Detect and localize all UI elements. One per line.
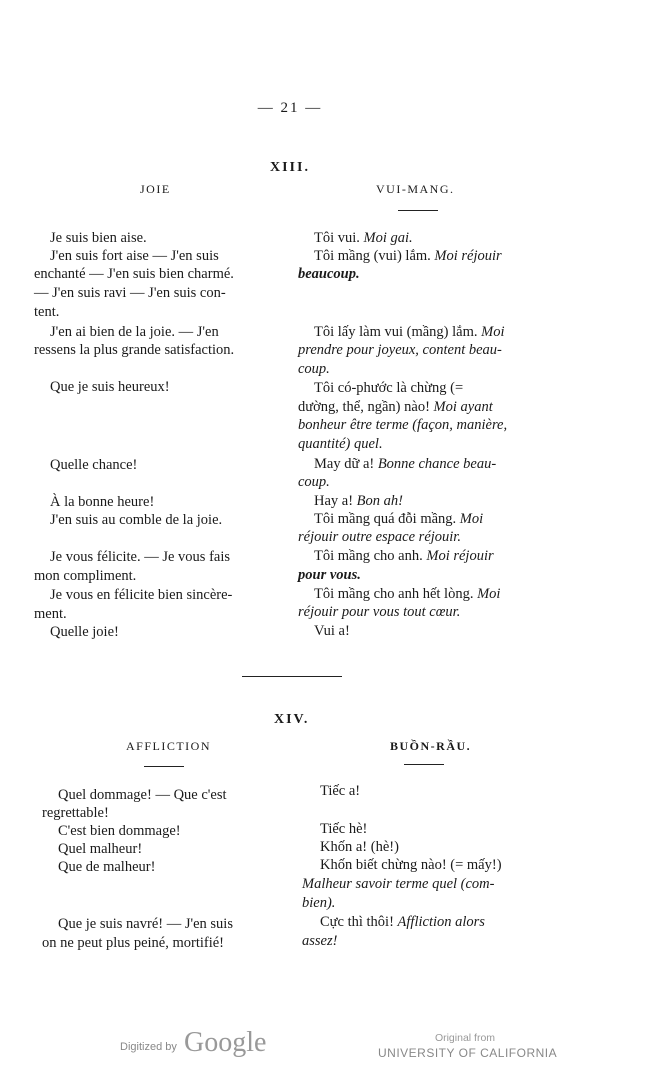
vietnamese-line: Malheur savoir terme quel (com- xyxy=(302,876,495,892)
vietnamese-line: beaucoup. xyxy=(298,266,360,282)
french-line: J'en ai bien de la joie. — J'en xyxy=(50,324,219,340)
vietnamese-line: Vui a! xyxy=(314,623,350,639)
french-column-title: AFFLICTION xyxy=(126,739,212,753)
section-number: XIV. xyxy=(274,712,310,727)
vietnamese-line: Khốn a! (hè!) xyxy=(320,839,399,855)
vietnamese-column-title: BUỒN-RẦU. xyxy=(390,739,472,753)
title-underline xyxy=(404,764,444,765)
vietnamese-line: May dữ a! Bonne chance beau- xyxy=(314,456,497,472)
french-line: À la bonne heure! xyxy=(50,494,155,510)
vietnamese-line: assez! xyxy=(302,933,338,949)
french-line: J'en suis au comble de la joie. xyxy=(50,512,223,528)
french-line: Que je suis navré! — J'en suis xyxy=(58,916,233,932)
vietnamese-line: Tiếc hè! xyxy=(320,821,368,837)
vietnamese-line: Tôi lấy làm vui (mầng) lắm. Moi xyxy=(314,324,505,340)
title-underline xyxy=(398,210,438,211)
vietnamese-line: coup. xyxy=(298,474,330,490)
vietnamese-line: Khốn biết chừng nào! (= mấy!) xyxy=(320,857,502,873)
vietnamese-line: dường, thể, ngần) nào! Moi ayant xyxy=(298,399,493,415)
vietnamese-line: Tôi mầng (vui) lắm. Moi réjouir xyxy=(314,248,502,264)
vietnamese-line: bien). xyxy=(302,895,336,911)
french-line: ment. xyxy=(34,606,67,622)
vietnamese-line: Tôi mầng quá đỗi mầng. Moi xyxy=(314,511,484,527)
french-line: Quelle chance! xyxy=(50,457,138,473)
original-from-label: Original from xyxy=(434,1032,496,1044)
french-line: Je vous en félicite bien sincère- xyxy=(50,587,233,603)
vietnamese-line: bonheur être terme (façon, manière, xyxy=(298,417,508,433)
google-logo: Google xyxy=(184,1027,267,1058)
french-line: enchanté — J'en suis bien charmé. xyxy=(34,266,234,282)
vietnamese-line: Tôi mầng cho anh hết lòng. Moi xyxy=(314,586,501,602)
vietnamese-line: réjouir pour vous tout cœur. xyxy=(298,604,461,620)
vietnamese-line: Hay a! Bon ah! xyxy=(314,493,403,509)
vietnamese-line: réjouir outre espace réjouir. xyxy=(298,529,461,545)
french-line: — J'en suis ravi — J'en suis con- xyxy=(34,285,226,301)
title-underline xyxy=(144,766,184,767)
french-line: C'est bien dommage! xyxy=(58,823,181,839)
french-line: on ne peut plus peiné, mortifié! xyxy=(42,935,225,951)
french-line: Je vous félicite. — Je vous fais xyxy=(50,549,231,565)
vietnamese-line: quantité) quel. xyxy=(298,436,383,452)
french-line: Quel dommage! — Que c'est xyxy=(58,787,227,803)
vietnamese-line: coup. xyxy=(298,361,330,377)
digitized-by-label: Digitized by xyxy=(120,1041,177,1053)
vietnamese-line: prendre pour joyeux, content beau- xyxy=(298,342,502,358)
french-column-title: JOIE xyxy=(140,182,171,196)
university-label: UNIVERSITY OF CALIFORNIA xyxy=(378,1046,558,1060)
french-line: Quelle joie! xyxy=(50,624,119,640)
vietnamese-line: Tôi vui. Moi gai. xyxy=(314,230,413,246)
french-line: regrettable! xyxy=(42,805,109,821)
french-line: Que je suis heureux! xyxy=(50,379,170,395)
vietnamese-line: Cực thì thôi! Affliction alors xyxy=(320,914,485,930)
vietnamese-line: Tiếc a! xyxy=(320,783,361,799)
vietnamese-line: Tôi mầng cho anh. Moi réjouir xyxy=(314,548,494,564)
french-line: mon compliment. xyxy=(34,568,137,584)
vietnamese-line: pour vous. xyxy=(298,567,361,583)
french-line: Que de malheur! xyxy=(58,859,156,875)
french-line: ressens la plus grande satisfaction. xyxy=(34,342,235,358)
section-number: XIII. xyxy=(270,160,310,175)
french-line: Quel malheur! xyxy=(58,841,143,857)
french-line: Je suis bien aise. xyxy=(50,230,147,246)
vietnamese-column-title: VUI-MANG. xyxy=(376,182,455,196)
vietnamese-line: Tôi có-phước là chừng (= xyxy=(314,380,464,396)
french-line: tent. xyxy=(34,304,60,320)
french-line: J'en suis fort aise — J'en suis xyxy=(50,248,219,264)
section-divider xyxy=(242,676,342,677)
page-number: — 21 — xyxy=(257,100,323,116)
